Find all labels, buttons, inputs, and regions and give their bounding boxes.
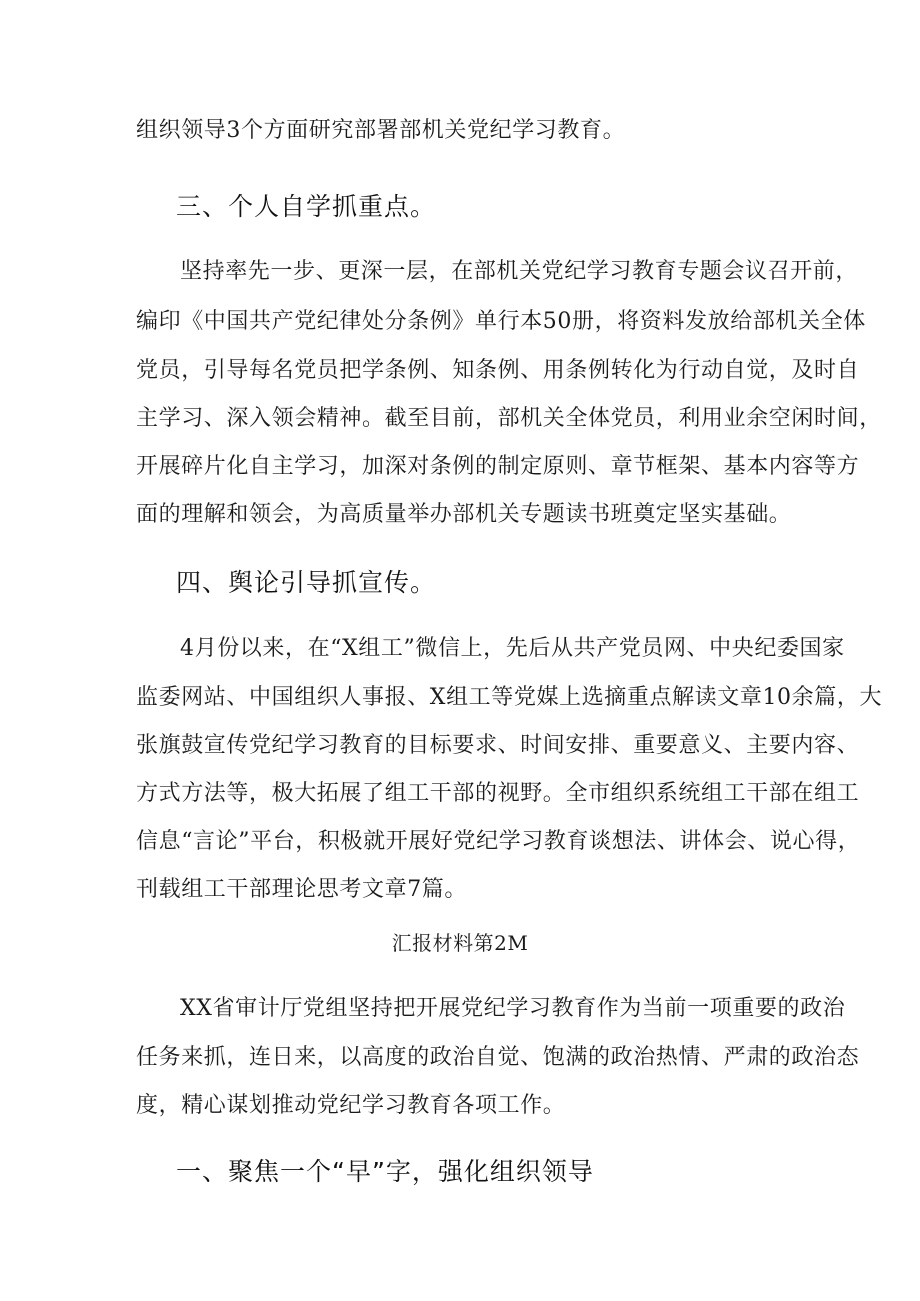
section-heading-3: 三、个人自学抓重点。 xyxy=(176,192,437,221)
paragraph-line: 主学习、深入领会精神。截至目前，部机关全体党员，利用业余空闲时间， xyxy=(136,406,882,431)
paragraph-line: 任务来抓，连日来，以高度的政治自觉、饱满的政治热情、严肃的政治态 xyxy=(136,1045,860,1070)
paragraph-line: 开展碎片化自主学习，加深对条例的制定原则、章节框架、基本内容等方 xyxy=(136,454,860,479)
paragraph-line: 方式方法等，极大拓展了组工干部的视野。全市组织系统组工干部在组工 xyxy=(136,781,860,806)
paragraph-line: 坚持率先一步、更深一层，在部机关党纪学习教育专题会议召开前， xyxy=(180,259,859,284)
paragraph-line: 监委网站、中国组织人事报、X组工等党媒上选摘重点解读文章10余篇，大 xyxy=(136,685,883,710)
paragraph-line: 度，精心谋划推动党纪学习教育各项工作。 xyxy=(136,1093,566,1118)
paragraph-line: 党员，引导每名党员把学条例、知条例、用条例转化为行动自觉，及时自 xyxy=(136,358,860,383)
paragraph-line: 信息“言论”平台，积极就开展好党纪学习教育谈想法、讲体会、说心得， xyxy=(136,829,861,854)
section-title: 汇报材料第2M xyxy=(391,931,529,955)
section-heading-4: 四、舆论引导抓宣传。 xyxy=(176,568,437,597)
paragraph-line: 张旗鼓宣传党纪学习教育的目标要求、时间安排、重要意义、主要内容、 xyxy=(136,733,860,758)
section-heading-1: 一、聚焦一个“早”字，强化组织领导 xyxy=(176,1157,594,1186)
paragraph-line: 刊载组工干部理论思考文章7篇。 xyxy=(136,877,467,902)
paragraph-line: 组织领导3个方面研究部署部机关党纪学习教育。 xyxy=(136,118,626,143)
paragraph-line: 4月份以来，在“X组工”微信上，先后从共产党员网、中央纪委国家 xyxy=(180,636,845,661)
paragraph-line: XX省审计厅党组坚持把开展党纪学习教育作为当前一项重要的政治 xyxy=(180,996,846,1021)
paragraph-line: 编印《中国共产党纪律处分条例》单行本50册，将资料发放给部机关全体 xyxy=(136,309,866,334)
paragraph-line: 面的理解和领会，为高质量举办部机关专题读书班奠定坚实基础。 xyxy=(136,502,792,527)
